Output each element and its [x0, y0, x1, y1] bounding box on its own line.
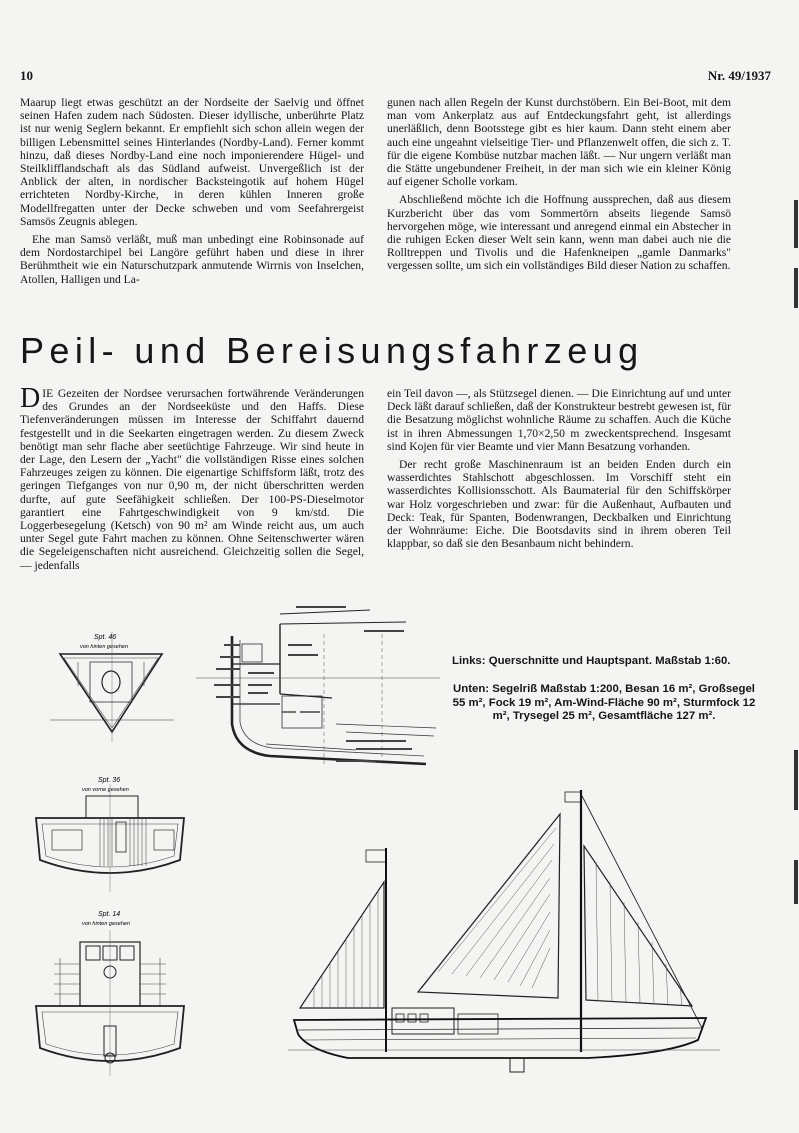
- caption-cross-sections: Links: Querschnitte und Hauptspant. Maßstab 1:60.: [452, 655, 731, 667]
- main-frame-drawing: [196, 604, 440, 780]
- cross-section-46-drawing: [50, 632, 180, 744]
- paragraph: gunen nach allen Regeln der Kunst durchstöbern. Ein Bei-Boot, mit dem man vom Ankerplatz aus auf Entdeckungsfahrt geht, ist allerdings unerläßlich, denn Bootsstege gibt es hier kaum. Dann steht einem aber auch eine ungeahnt vielseitige Tier- und Pflanzenwelt offen, die sich z. T. für die eigene Kombüse nutzbar machen läßt. — Nur ungern verläßt man die Stätte ungebundener Freiheit, in der man sich wie ein kleiner König auf eigener Scholle vorkam.: [387, 96, 731, 189]
- article-left-column: [20, 383, 364, 577]
- paragraph: [20, 383, 364, 572]
- cross-section-36-drawing: [30, 774, 190, 894]
- paragraph: Maarup liegt etwas geschützt an der Nordseite der Saelvig und öffnet seinen Hafen zudem nach Südosten. Dieser idyllische, unberührte Platz ist nur wenig Seglern bekannt. Er empfiehlt sich schon allein wegen der billigen Lebensmittel seines Hinterlandes (Nordby-Land). Ferner kommt hinzu, daß dieses Nordby-Land eine noch imponierendere Hügel- und Steilklifflandschaft als das Südland aufweist. Unvergeßlich ist der Anblick der alten, in nordischer Backsteingotik auf hohem Hügel errichteten Nordby-Kirche, in deren kühlen Inneren große Modellfregatten unter der Decke schweben und vom Seefahrergeist Samsös Zeugnis ablegen.: [20, 96, 364, 228]
- issue-number: Nr. 49/1937: [707, 68, 771, 83]
- paragraph: ein Teil davon —, als Stützsegel dienen. — Die Einrichtung auf und unter Deck läßt darauf schließen, daß der Konstrukteur bestrebt gewesen ist, für die Besatzung möglichst wohnliche Räume zu schaffen. Auch die Küche ist in ihren Abmessungen 1,70×2,50 m zweckentsprechend. Insgesamt sind Kojen für vier Beamte und vier Mann Besatzung vorhanden.: [387, 387, 731, 453]
- binder-edge-marks: [785, 0, 799, 1133]
- article-right-column: [387, 387, 731, 555]
- paragraph: Der recht große Maschinenraum ist an beiden Enden durch ein wasserdichtes Stahlschott abgeschlossen. Im Vorschiff steht ein wasserdichtes Kollisionsschott. Als Baumaterial für den Schiffskörper war Holz vorgeschrieben und zwar: für die Außenhaut, Aufbauten und Deck: Teak, für Spanten, Bodenwrangen, Deckbalken und Einrichtung der Wohnräume: Eiche. Die Bootsdavits sind in ihrem oberen Teil klappbar, so daß sie den Besanbaum nicht behindern.: [387, 458, 731, 551]
- paragraph: Abschließend möchte ich die Hoffnung aussprechen, daß aus diesem Kurzbericht über das vom Sommertörn abseits liegende Samsö hervorgehen möge, wie interessant und anregend einmal ein Abstecher in die ruhigen Ecken dieser Welt sein kann, wenn man dabei auch nie die Rolltreppen und Tivolis und die Hafenkneipen „gamle Danmarks" vergessen sollte, um sich ein vollständiges Bild dieser Nation zu schaffen.: [387, 193, 731, 273]
- drop-cap: D: [20, 383, 41, 414]
- caption-sail-plan: Unten: Segelriß Maßstab 1:200, Besan 16 m², Großsegel 55 m², Fock 19 m², Am-Wind-Fläche 90 m², Sturmfock 12 m², Trysegel 25 m², Gesamtfläche 127 m².: [452, 683, 756, 722]
- section-label: Spt. 14: [98, 911, 121, 918]
- section-label: Spt. 36: [98, 777, 121, 784]
- continued-article-right-column: [387, 96, 731, 278]
- sail-plan-drawing: [288, 782, 720, 1082]
- section-label: Spt. 46: [94, 634, 117, 641]
- paragraph: Ehe man Samsö verläßt, muß man unbedingt eine Robinsonade auf dem Nordostarchipel bei Langöre geführt haben und diese in ihrer Berühmtheit wie ein Naturschutzpark anmutende Wirrnis von Inselchen, Atollen, Halligen und La-: [20, 233, 364, 286]
- article-headline: Peil- und Bereisungsfahrzeug: [20, 330, 644, 371]
- section-sublabel: von hinten gesehen: [80, 644, 129, 650]
- section-sublabel: von vorne gesehen: [82, 787, 129, 793]
- continued-article-left-column: [20, 96, 364, 291]
- section-sublabel: von hinten gesehen: [82, 921, 131, 927]
- cross-section-14-drawing: [30, 908, 190, 1078]
- page-number: 10: [20, 68, 33, 83]
- paragraph-text: IE Gezeiten der Nordsee verursachen fortwährende Veränderungen des Grundes an der Nordseeküste und den Haffs. Diese Tiefenveränderungen müssen im Interesse der Schiffahrt dauernd festgestellt und in die Seekarten eingetragen werden. Zu diesem Zweck benötigt man sehr flache aber seetüchtige Fahrzeuge. Wir sind heute in der Lage, den Lesern der „Yacht" die vollständigen Risse eines solchen Fahrzeuges zeigen zu können. Die eigenartige Schiffsform läßt, trotz des geringen Tiefganges von nur 0,90 m, der nicht überschritten werden durfte, auf gute Seefähigkeit schließen. Der 100-PS-Dieselmotor garantiert eine Fahrtgeschwindigkeit von 9 km/std. Die Loggerbesegelung (Ketsch) von 90 m² am Winde reicht aus, um auch unter Segel gute Fahrt machen zu können. Ohne Seitenschwerter wären die Segeleigenschaften nicht ausreichend. Gleichzeitig sollen die Segel, — jedenfalls: [20, 387, 364, 572]
